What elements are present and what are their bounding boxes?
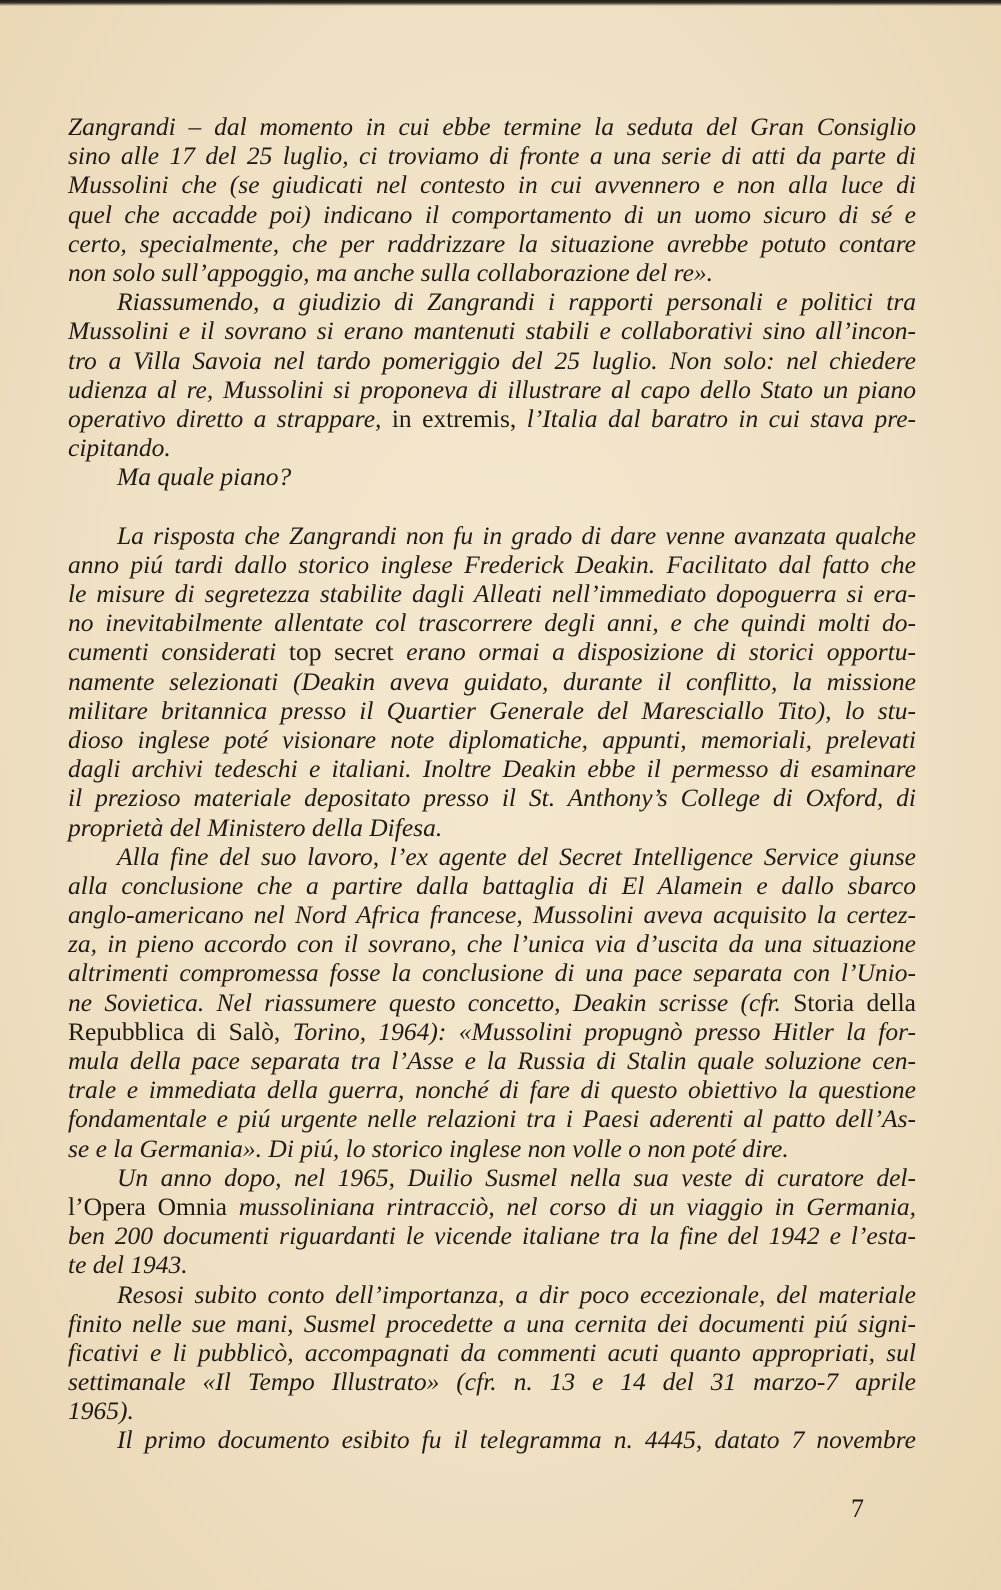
italic-text-run: sino alle 17 del 25 luglio, ci troviamo di fronte a una serie di atti da parte di (68, 141, 916, 171)
text-line (68, 842, 916, 871)
italic-text-run: l’Italia dal baratro in cui stava pre- (516, 403, 917, 433)
text-line (68, 929, 916, 958)
text-line (68, 813, 916, 842)
italic-text-run: anglo-americano nel Nord Africa francese, Mussolini aveva acquisito la certez- (68, 900, 916, 930)
text-line (68, 608, 916, 637)
paragraph (68, 1163, 916, 1280)
italic-text-run: cumenti considerati (68, 637, 289, 667)
text-line (68, 725, 916, 754)
text-line (68, 404, 916, 433)
text-line (68, 346, 916, 375)
roman-text-run: top secret (288, 637, 394, 667)
italic-text-run: Un anno dopo, nel 1965, Duilio Susmel nella sua veste di curatore del- (117, 1162, 916, 1192)
italic-text-run: fondamentale e piú urgente nelle relazioni tra i Paesi aderenti al patto dell’As- (68, 1104, 916, 1134)
text-line (68, 170, 916, 199)
italic-text-run: quel che accadde poi) indicano il comportamento di un uomo sicuro di sé e (68, 199, 916, 229)
roman-text-run: Repubblica di Salò, (68, 1016, 281, 1046)
italic-text-run: no inevitabilmente allentate col trascorrere degli anni, e che quindi molti do- (68, 608, 916, 638)
text-line (68, 783, 916, 812)
text-line (68, 462, 916, 491)
italic-text-run: le misure di segretezza stabilite dagli Alleati nell’immediato dopoguerra si era- (68, 579, 916, 608)
text-line (68, 229, 916, 258)
text-line (68, 1396, 916, 1425)
text-line (68, 1425, 916, 1454)
paragraph (68, 842, 916, 1163)
text-line (68, 550, 916, 579)
italic-text-run: mula della pace separata tra l’Asse e la Russia di Stalin quale soluzione cen- (68, 1046, 916, 1075)
text-line (68, 900, 916, 929)
paragraph (68, 287, 916, 462)
text-line (68, 1192, 916, 1221)
text-line (68, 375, 916, 404)
italic-text-run: non solo sull’appoggio, ma anche sulla collaborazione del re». (68, 257, 714, 287)
italic-text-run: settimanale «Il Tempo Illustrato» (cfr. n. 13 e 14 del 31 marzo-7 aprile (68, 1367, 916, 1397)
text-line (68, 521, 916, 550)
italic-text-run: cipitando. (68, 433, 171, 463)
italic-text-run: tro a Villa Savoia nel tardo pomeriggio del 25 luglio. Non solo: nel chiedere (68, 345, 916, 375)
italic-text-run: Zangrandi – dal momento in cui ebbe termine la seduta del Gran Consiglio (68, 112, 916, 141)
italic-text-run: anno piú tardi dallo storico inglese Frederick Deakin. Facilitato dal fatto che (68, 549, 916, 579)
italic-text-run: te del 1943. (68, 1250, 188, 1280)
italic-text-run: Torino, 1964): «Mussolini propugnò presso Hitler la for- (280, 1016, 916, 1046)
italic-text-run: za, in pieno accordo con il sovrano, che l’unica via d’uscita da una situazione (68, 929, 916, 959)
text-line (68, 958, 916, 987)
text-line (68, 871, 916, 900)
text-line (68, 1367, 916, 1396)
text-line (68, 1221, 916, 1250)
roman-text-run: l’Opera Omnia (68, 1191, 227, 1221)
italic-text-run: mussoliniana rintracciò, nel corso di un viaggio in Germania, (226, 1191, 916, 1221)
italic-text-run: operativo diretto a strappare, (68, 403, 392, 433)
section-break (68, 491, 916, 520)
italic-text-run: ben 200 documenti riguardanti le vicende italiane tra la fine del 1942 e l’esta- (68, 1221, 916, 1251)
italic-text-run: il prezioso materiale depositato presso il St. Anthony’s College di Oxford, di (68, 783, 916, 813)
text-line (68, 579, 916, 608)
paragraph (68, 462, 916, 491)
text-line (68, 696, 916, 725)
text-line (68, 200, 916, 229)
italic-text-run: finito nelle sue mani, Susmel procedette a una cernita dei documenti piú signi- (68, 1308, 916, 1338)
paragraph (68, 1280, 916, 1426)
text-line (68, 1309, 916, 1338)
text-line (68, 258, 916, 287)
italic-text-run: alla conclusione che a partire dalla battaglia di El Alamein e dallo sbarco (68, 870, 916, 900)
italic-text-run: erano ormai a disposizione di storici opportu- (393, 637, 916, 667)
text-line (68, 988, 916, 1017)
italic-text-run: dioso inglese poté visionare note diplomatiche, appunti, memoriali, prelevati (68, 724, 916, 754)
italic-text-run: Mussolini che (se giudicati nel contesto in cui avvennero e non alla luce di (68, 170, 916, 200)
italic-text-run: Ma quale piano? (117, 462, 292, 492)
italic-text-run: Il primo documento esibito fu il telegramma n. 4445, datato 7 novembre (117, 1425, 916, 1455)
italic-text-run: se e la Germania». Di piú, lo storico inglese non volle o non poté dire. (68, 1133, 789, 1163)
text-line (68, 141, 916, 170)
italic-text-run: ne Sovietica. Nel riassumere questo concetto, Deakin scrisse (cfr. (68, 987, 794, 1017)
text-line (68, 112, 916, 141)
text-line (68, 1250, 916, 1279)
text-line (68, 287, 916, 316)
paragraph (68, 1425, 916, 1454)
italic-text-run: trale e immediata della guerra, nonché di fare di questo obiettivo la questione (68, 1075, 916, 1105)
italic-text-run: militare britannica presso il Quartier Generale del Maresciallo Tito), lo stu- (68, 695, 916, 725)
italic-text-run: 1965). (68, 1396, 134, 1426)
italic-text-run: Resosi subito conto dell’importanza, a dir poco eccezionale, del materiale (117, 1279, 916, 1309)
text-line (68, 1134, 916, 1163)
italic-text-run: Mussolini e il sovrano si erano mantenuti stabili e collaborativi sino all’incon- (68, 316, 916, 346)
italic-text-run: udienza al re, Mussolini si proponeva di illustrare al capo dello Stato un piano (68, 374, 916, 404)
page-number: 7 (851, 1494, 864, 1523)
text-line (68, 667, 916, 696)
text-line (68, 754, 916, 783)
italic-text-run: namente selezionati (Deakin aveva guidato, durante il conflitto, la missione (68, 666, 916, 696)
page-top-edge (0, 0, 1001, 6)
italic-text-run: proprietà del Ministero della Difesa. (68, 812, 443, 842)
text-line (68, 1075, 916, 1104)
text-line (68, 433, 916, 462)
text-line (68, 316, 916, 345)
paragraph (68, 521, 916, 842)
italic-text-run: certo, specialmente, che per raddrizzare la situazione avrebbe potuto contare (68, 228, 916, 258)
text-block (68, 112, 916, 1455)
italic-text-run: ficativi e li pubblicò, accompagnati da commenti acuti quanto appropriati, sul (68, 1337, 916, 1367)
text-line (68, 1017, 916, 1046)
text-line (68, 1163, 916, 1192)
text-line (68, 1104, 916, 1133)
italic-text-run: Alla fine del suo lavoro, l’ex agente del Secret Intelligence Service giunse (117, 841, 916, 871)
text-line (68, 1338, 916, 1367)
text-line (68, 637, 916, 666)
italic-text-run: dagli archivi tedeschi e italiani. Inoltre Deakin ebbe il permesso di esaminare (68, 754, 916, 784)
italic-text-run: altrimenti compromessa fosse la conclusione di una pace separata con l’Unio- (68, 958, 916, 988)
roman-text-run: in extremis, (391, 403, 517, 433)
text-line (68, 1280, 916, 1309)
italic-text-run: Riassumendo, a giudizio di Zangrandi i rapporti personali e politici tra (117, 287, 916, 317)
roman-text-run: Storia della (793, 987, 916, 1017)
italic-text-run: La risposta che Zangrandi non fu in grado di dare venne avanzata qualche (117, 520, 916, 550)
paragraph (68, 112, 916, 287)
text-line (68, 1046, 916, 1075)
